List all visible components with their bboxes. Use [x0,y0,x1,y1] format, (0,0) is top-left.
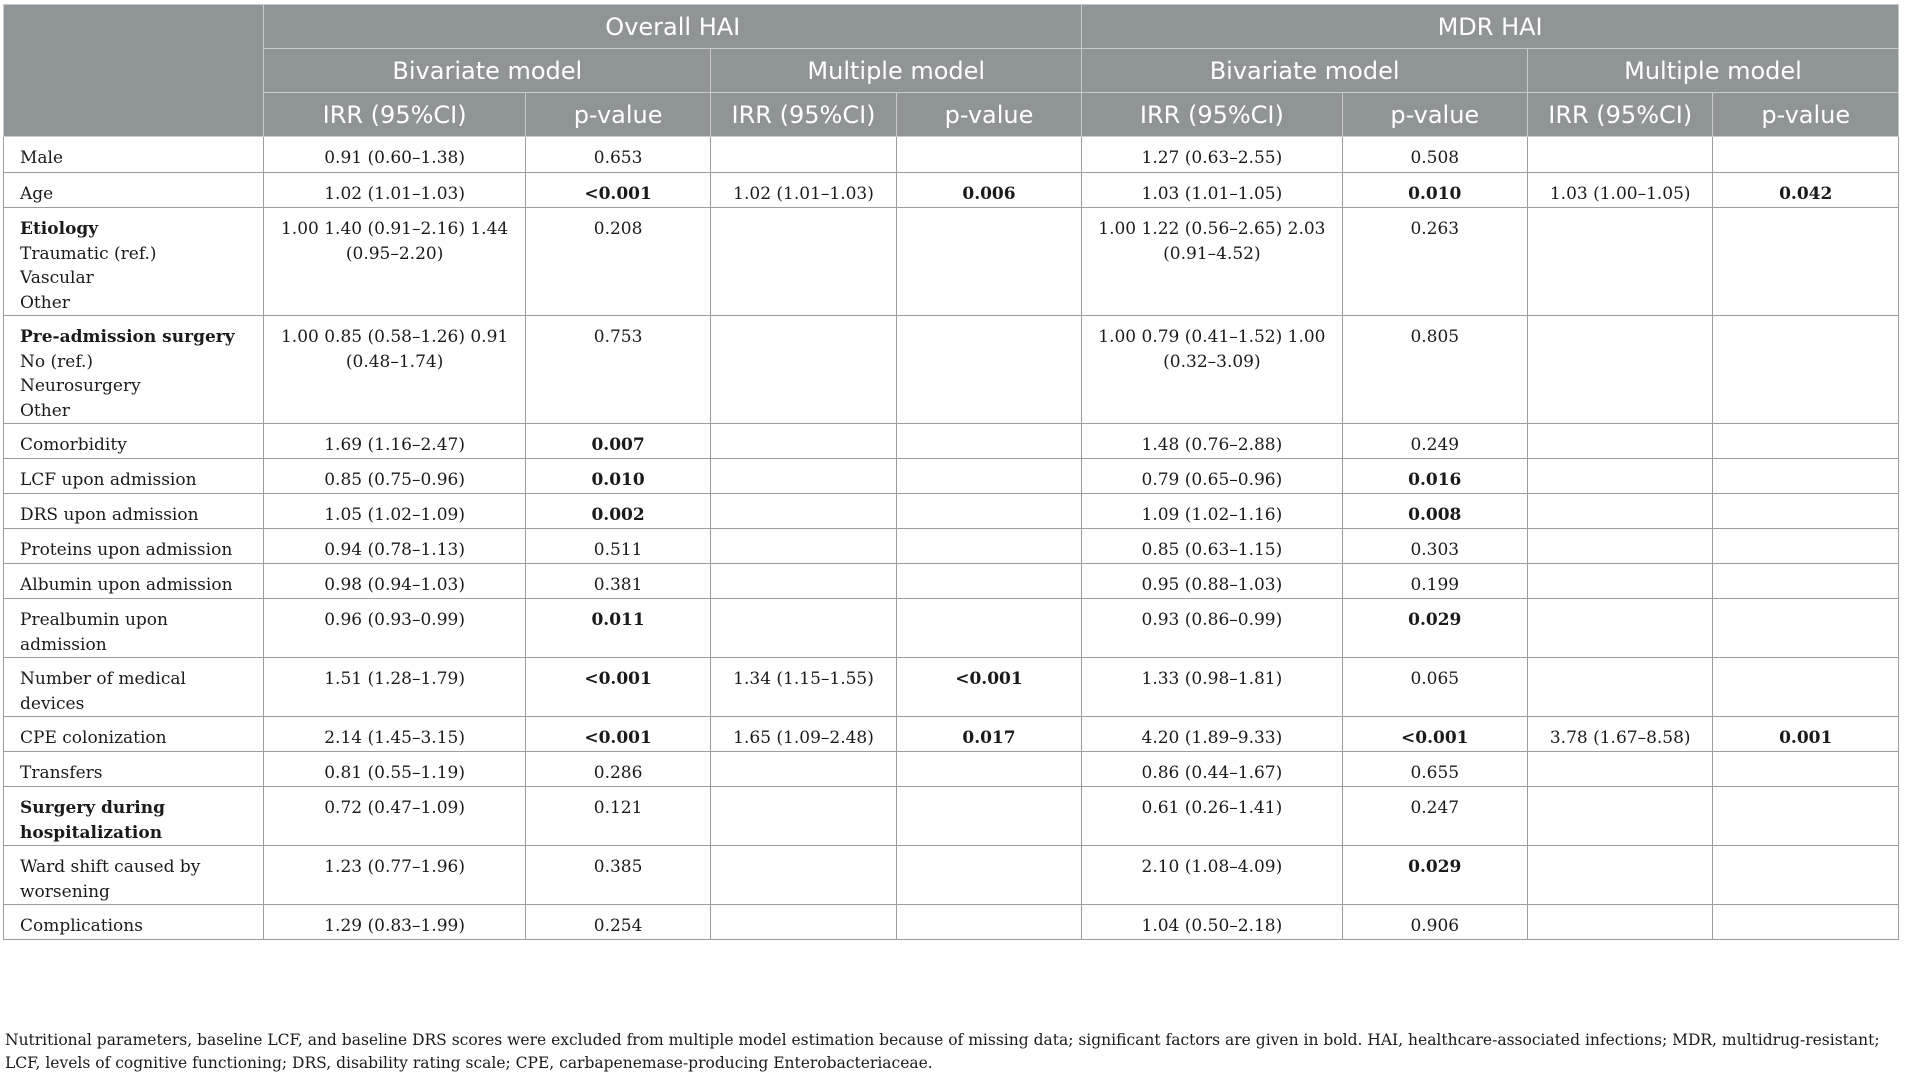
irr-cell [711,529,896,564]
irr-cell: 1.34 (1.15–1.55) [711,658,896,717]
p-value-cell [1713,564,1899,599]
table-row [4,658,1899,717]
irr-cell [1528,564,1713,599]
header-group-overall-hai: Overall HAI [264,5,1082,49]
irr-cell: 0.94 (0.78–1.13) [264,529,526,564]
p-value-cell [1713,752,1899,787]
p-value-cell [1713,459,1899,494]
irr-cell: 0.96 (0.93–0.99) [264,599,526,658]
irr-cell: 1.29 (0.83–1.99) [264,905,526,940]
header-col-p-value: p-value [1342,93,1527,137]
irr-cell: 1.03 (1.01–1.05) [1082,173,1342,208]
p-value-cell [896,137,1081,173]
table-row [4,459,1899,494]
p-value-cell: 0.007 [525,424,710,459]
p-value-cell [896,208,1081,316]
p-value-cell [1713,424,1899,459]
irr-cell: 0.86 (0.44–1.67) [1082,752,1342,787]
p-value-cell: <0.001 [525,658,710,717]
p-value-cell: 0.029 [1342,599,1527,658]
irr-cell [711,424,896,459]
table-row [4,424,1899,459]
irr-cell [711,316,896,424]
p-value-cell [896,599,1081,658]
p-value-cell: 0.016 [1342,459,1527,494]
irr-cell: 1.02 (1.01–1.03) [264,173,526,208]
irr-cell [1528,599,1713,658]
p-value-cell [896,846,1081,905]
p-value-cell: 0.249 [1342,424,1527,459]
table-body [4,137,1899,940]
p-value-cell [896,494,1081,529]
header-model-overall-bivariate: Bivariate model [264,49,711,93]
row-label-heading: Etiology [20,219,99,239]
p-value-cell: 0.508 [1342,137,1527,173]
table-row [4,599,1899,658]
irr-cell [1528,787,1713,846]
p-value-cell: 0.065 [1342,658,1527,717]
p-value-cell [896,316,1081,424]
row-label: Proteins upon admission [4,529,264,564]
row-label: Prealbumin upon admission [4,599,264,658]
p-value-cell [1713,658,1899,717]
row-label: LCF upon admission [4,459,264,494]
p-value-cell [896,905,1081,940]
p-value-cell: <0.001 [525,717,710,752]
irr-cell: 3.78 (1.67–8.58) [1528,717,1713,752]
irr-cell: 0.79 (0.65–0.96) [1082,459,1342,494]
p-value-cell: 0.208 [525,208,710,316]
row-sublabel: No (ref.) [20,351,94,372]
p-value-cell: 0.753 [525,316,710,424]
irr-cell: 4.20 (1.89–9.33) [1082,717,1342,752]
irr-cell [1528,459,1713,494]
irr-cell [1528,316,1713,424]
irr-cell: 0.98 (0.94–1.03) [264,564,526,599]
irr-cell [711,787,896,846]
header-row-models [4,49,1899,93]
row-sublabel: Traumatic (ref.) [20,243,157,264]
row-label: Number of medical devices [4,658,264,717]
irr-cell: 1.51 (1.28–1.79) [264,658,526,717]
irr-cell: 1.00 0.85 (0.58–1.26) 0.91 (0.48–1.74) [264,316,526,424]
header-model-mdr-bivariate: Bivariate model [1082,49,1528,93]
irr-cell: 1.69 (1.16–2.47) [264,424,526,459]
p-value-cell [1713,905,1899,940]
irr-cell: 1.00 0.79 (0.41–1.52) 1.00 (0.32–3.09) [1082,316,1342,424]
irr-cell: 1.00 1.40 (0.91–2.16) 1.44 (0.95–2.20) [264,208,526,316]
irr-cell: 0.72 (0.47–1.09) [264,787,526,846]
p-value-cell: 0.381 [525,564,710,599]
p-value-cell [1713,599,1899,658]
results-table [3,4,1899,940]
p-value-cell: 0.042 [1713,173,1899,208]
p-value-cell [1713,846,1899,905]
irr-cell [1528,137,1713,173]
table-footnote: Nutritional parameters, baseline LCF, and baseline DRS scores were excluded from multiple model estimation because of missing data; significant factors are given in bold. HAI, healthcare-associated infections; MDR, multidrug-resistant; LCF, levels of cognitive functioning; DRS, disability rating scale; CPE, carbapenemase-producing Enterobacteriaceae. [5,1031,1880,1072]
p-value-cell [1713,316,1899,424]
irr-cell [1528,529,1713,564]
irr-cell: 0.85 (0.63–1.15) [1082,529,1342,564]
row-label: Age [4,173,264,208]
irr-cell: 0.93 (0.86–0.99) [1082,599,1342,658]
irr-cell [1528,752,1713,787]
p-value-cell [1713,494,1899,529]
row-label: Surgery during hospitalization [4,787,264,846]
row-label: Male [4,137,264,173]
header-model-mdr-multiple: Multiple model [1528,49,1899,93]
irr-cell: 0.85 (0.75–0.96) [264,459,526,494]
irr-cell [711,459,896,494]
p-value-cell: 0.805 [1342,316,1527,424]
irr-cell: 1.03 (1.00–1.05) [1528,173,1713,208]
header-group-mdr-hai: MDR HAI [1082,5,1899,49]
row-label: DRS upon admission [4,494,264,529]
irr-cell [711,564,896,599]
irr-cell [711,905,896,940]
irr-cell [711,494,896,529]
irr-cell: 1.33 (0.98–1.81) [1082,658,1342,717]
p-value-cell [1713,787,1899,846]
irr-cell [711,208,896,316]
irr-cell: 1.09 (1.02–1.16) [1082,494,1342,529]
irr-cell [1528,905,1713,940]
p-value-cell: 0.199 [1342,564,1527,599]
header-col-irr: IRR (95%CI) [264,93,526,137]
header-col-p-value: p-value [1713,93,1899,137]
p-value-cell: <0.001 [1342,717,1527,752]
row-label: Comorbidity [4,424,264,459]
irr-cell: 0.91 (0.60–1.38) [264,137,526,173]
irr-cell: 1.48 (0.76–2.88) [1082,424,1342,459]
irr-cell: 0.81 (0.55–1.19) [264,752,526,787]
table-row [4,173,1899,208]
p-value-cell: 0.906 [1342,905,1527,940]
header-col-p-value: p-value [896,93,1081,137]
irr-cell: 1.04 (0.50–2.18) [1082,905,1342,940]
irr-cell [1528,658,1713,717]
p-value-cell: 0.010 [525,459,710,494]
irr-cell: 1.00 1.22 (0.56–2.65) 2.03 (0.91–4.52) [1082,208,1342,316]
header-row-columns [4,93,1899,137]
irr-cell: 2.14 (1.45–3.15) [264,717,526,752]
table-row [4,494,1899,529]
table-row [4,564,1899,599]
table-row [4,717,1899,752]
row-label: Albumin upon admission [4,564,264,599]
p-value-cell: 0.385 [525,846,710,905]
irr-cell: 1.27 (0.63–2.55) [1082,137,1342,173]
row-label: CPE colonization [4,717,264,752]
row-label: Ward shift caused by worsening [4,846,264,905]
p-value-cell [896,529,1081,564]
irr-cell [711,752,896,787]
p-value-cell [896,752,1081,787]
row-label: Transfers [4,752,264,787]
table-row [4,905,1899,940]
irr-cell: 0.95 (0.88–1.03) [1082,564,1342,599]
p-value-cell: 0.254 [525,905,710,940]
p-value-cell: 0.010 [1342,173,1527,208]
irr-cell: 1.02 (1.01–1.03) [711,173,896,208]
header-col-irr: IRR (95%CI) [1082,93,1342,137]
row-label [4,316,264,424]
p-value-cell [896,787,1081,846]
p-value-cell [896,424,1081,459]
irr-cell [711,599,896,658]
header-corner [4,5,264,137]
p-value-cell: 0.653 [525,137,710,173]
header-col-irr: IRR (95%CI) [1528,93,1713,137]
row-sublabel: Other [20,400,70,421]
table-row [4,846,1899,905]
irr-cell [1528,424,1713,459]
table-row [4,137,1899,173]
irr-cell: 1.05 (1.02–1.09) [264,494,526,529]
table-row [4,316,1899,424]
p-value-cell: 0.247 [1342,787,1527,846]
p-value-cell: 0.011 [525,599,710,658]
row-label: Complications [4,905,264,940]
p-value-cell [1713,529,1899,564]
header-row-groups [4,5,1899,49]
irr-cell [1528,494,1713,529]
p-value-cell [896,459,1081,494]
p-value-cell [1713,137,1899,173]
p-value-cell: <0.001 [525,173,710,208]
irr-cell: 2.10 (1.08–4.09) [1082,846,1342,905]
irr-cell: 1.23 (0.77–1.96) [264,846,526,905]
irr-cell: 1.65 (1.09–2.48) [711,717,896,752]
row-label-heading: Pre-admission surgery [20,327,235,347]
p-value-cell: 0.121 [525,787,710,846]
header-col-irr: IRR (95%CI) [711,93,896,137]
p-value-cell [896,564,1081,599]
table-row [4,752,1899,787]
row-sublabel: Other [20,292,70,313]
p-value-cell: 0.002 [525,494,710,529]
p-value-cell: 0.029 [1342,846,1527,905]
irr-cell: 0.61 (0.26–1.41) [1082,787,1342,846]
p-value-cell: 0.017 [896,717,1081,752]
p-value-cell: 0.286 [525,752,710,787]
irr-cell [711,846,896,905]
table-row [4,787,1899,846]
row-sublabel: Neurosurgery [20,376,141,396]
table-row [4,208,1899,316]
p-value-cell: <0.001 [896,658,1081,717]
header-col-p-value: p-value [525,93,710,137]
p-value-cell: 0.008 [1342,494,1527,529]
row-label [4,208,264,316]
p-value-cell: 0.303 [1342,529,1527,564]
p-value-cell: 0.511 [525,529,710,564]
p-value-cell: 0.655 [1342,752,1527,787]
irr-cell [1528,846,1713,905]
p-value-cell: 0.263 [1342,208,1527,316]
irr-cell [1528,208,1713,316]
row-sublabel: Vascular [20,268,94,288]
p-value-cell: 0.001 [1713,717,1899,752]
p-value-cell: 0.006 [896,173,1081,208]
irr-cell [711,137,896,173]
header-model-overall-multiple: Multiple model [711,49,1082,93]
table-row [4,529,1899,564]
p-value-cell [1713,208,1899,316]
